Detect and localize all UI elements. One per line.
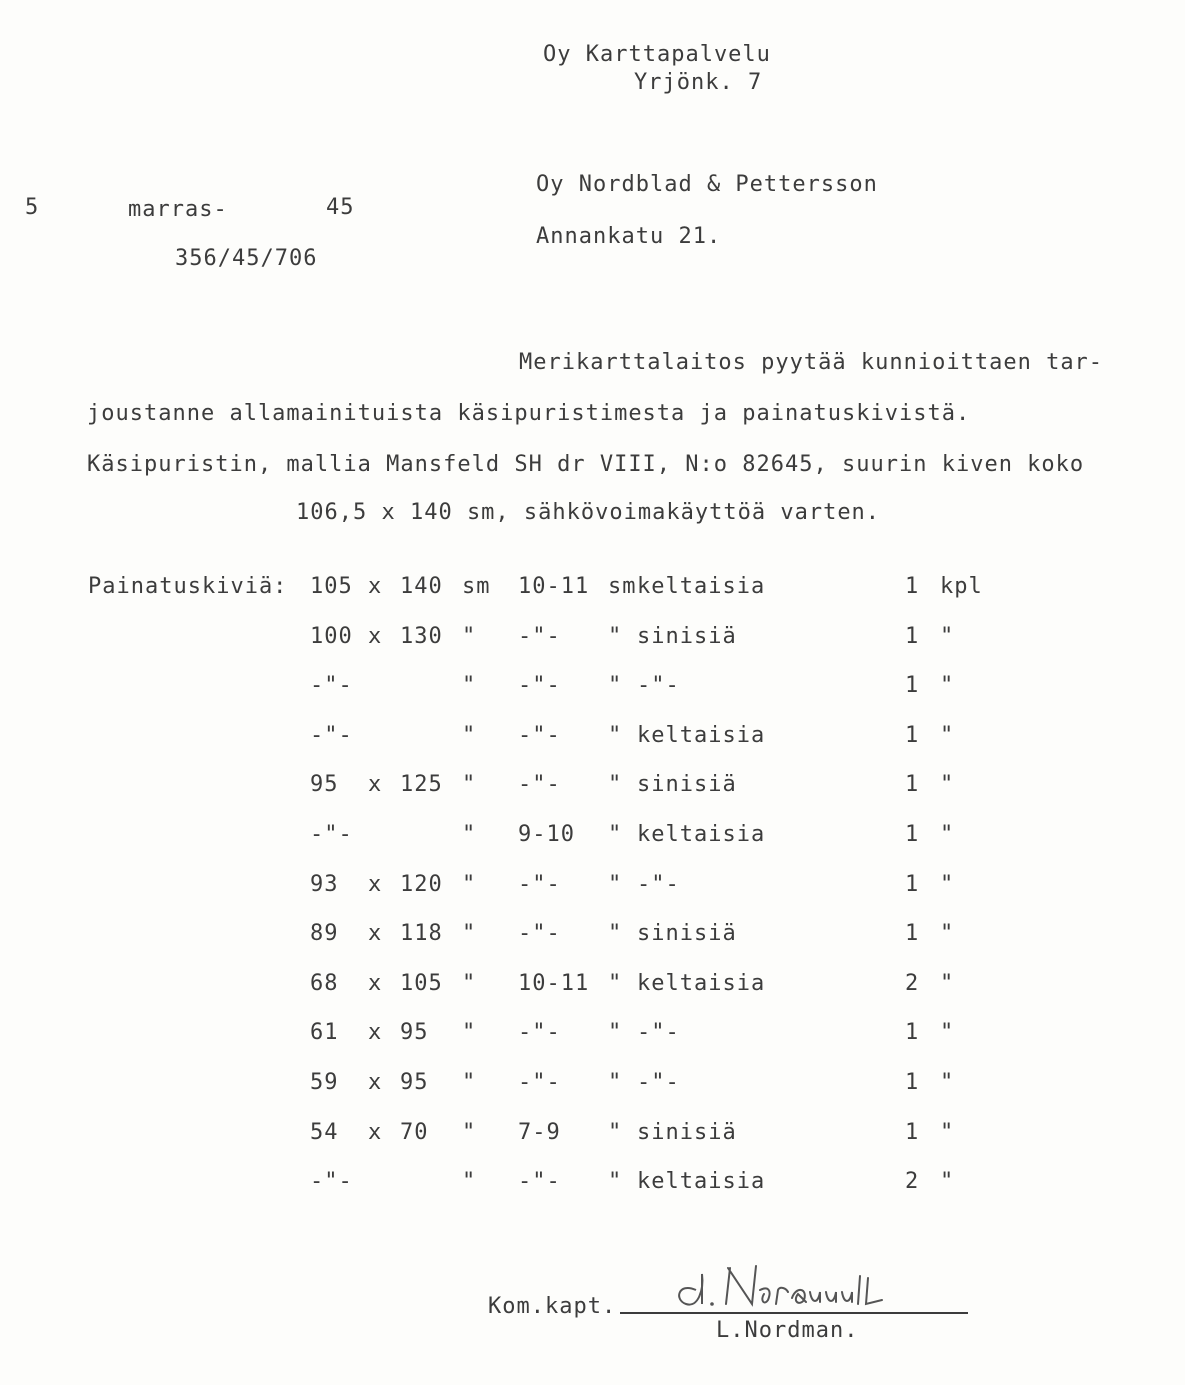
stone-quantity-unit: " xyxy=(940,1169,955,1194)
stone-times: x xyxy=(368,1020,383,1045)
recipient-street: Annankatu 21. xyxy=(536,224,722,249)
stone-width: -"- xyxy=(310,723,353,748)
stone-unit: " xyxy=(462,1020,477,1045)
stone-quantity-unit: " xyxy=(940,921,955,946)
stone-unit: " xyxy=(462,772,477,797)
stone-width: 105 xyxy=(310,574,353,599)
reference-number: 356/45/706 xyxy=(175,246,318,271)
stone-times: x xyxy=(368,1120,383,1145)
stone-quantity-unit: " xyxy=(940,1070,955,1095)
stone-color: -"- xyxy=(637,872,680,897)
table-row xyxy=(0,624,1185,664)
stone-thickness-unit: " xyxy=(608,822,623,847)
table-row xyxy=(0,1020,1185,1060)
stone-quantity: 1 xyxy=(905,1070,920,1095)
date-year: 45 xyxy=(326,195,355,220)
table-row xyxy=(0,822,1185,862)
stone-times: x xyxy=(368,624,383,649)
stone-height: 70 xyxy=(400,1120,429,1145)
stone-times: x xyxy=(368,1070,383,1095)
body-line-4: 106,5 x 140 sm, sähkövoimakäyttöä varten. xyxy=(296,500,881,525)
stone-width: 61 xyxy=(310,1020,339,1045)
stone-height: 105 xyxy=(400,971,443,996)
signature-name: L.Nordman. xyxy=(716,1318,859,1343)
stone-quantity: 1 xyxy=(905,822,920,847)
stone-thickness: -"- xyxy=(518,723,561,748)
stone-quantity: 2 xyxy=(905,1169,920,1194)
sender-name: Oy Karttapalvelu xyxy=(543,42,771,67)
stone-height: 125 xyxy=(400,772,443,797)
table-row xyxy=(0,872,1185,912)
stone-times: x xyxy=(368,772,383,797)
stone-thickness-unit: " xyxy=(608,772,623,797)
stone-thickness: 10-11 xyxy=(518,574,590,599)
date-day: 5 xyxy=(25,195,40,220)
stone-width: 93 xyxy=(310,872,339,897)
table-row xyxy=(0,1120,1185,1160)
stone-color: sinisiä xyxy=(637,921,737,946)
stone-height: 120 xyxy=(400,872,443,897)
stone-quantity-unit: " xyxy=(940,822,955,847)
stone-unit: " xyxy=(462,723,477,748)
stone-unit: sm xyxy=(462,574,491,599)
stone-quantity-unit: " xyxy=(940,772,955,797)
stone-times: x xyxy=(368,921,383,946)
stone-thickness-unit: " xyxy=(608,1120,623,1145)
sender-street: Yrjönk. 7 xyxy=(634,70,763,95)
body-line-3: Käsipuristin, mallia Mansfeld SH dr VIII, N:o 82645, suurin kiven koko xyxy=(87,452,1085,477)
stone-thickness-unit: " xyxy=(608,1020,623,1045)
stone-thickness-unit: " xyxy=(608,971,623,996)
stone-quantity-unit: kpl xyxy=(940,574,983,599)
stone-quantity: 1 xyxy=(905,1020,920,1045)
stone-width: 68 xyxy=(310,971,339,996)
stone-width: -"- xyxy=(310,1169,353,1194)
stone-height: 140 xyxy=(400,574,443,599)
stone-color: -"- xyxy=(637,1070,680,1095)
stone-thickness: 9-10 xyxy=(518,822,575,847)
stone-quantity: 1 xyxy=(905,872,920,897)
recipient-name: Oy Nordblad & Pettersson xyxy=(536,172,878,197)
date-month: marras- xyxy=(128,197,228,222)
stone-color: keltaisia xyxy=(637,574,766,599)
table-row xyxy=(0,971,1185,1011)
stone-color: sinisiä xyxy=(637,624,737,649)
stone-quantity: 1 xyxy=(905,772,920,797)
stone-thickness: 10-11 xyxy=(518,971,590,996)
stone-quantity-unit: " xyxy=(940,971,955,996)
stone-color: keltaisia xyxy=(637,971,766,996)
stone-width: 54 xyxy=(310,1120,339,1145)
stone-width: -"- xyxy=(310,673,353,698)
table-row xyxy=(0,673,1185,713)
stone-thickness: -"- xyxy=(518,921,561,946)
stone-quantity-unit: " xyxy=(940,1120,955,1145)
stone-quantity: 1 xyxy=(905,624,920,649)
table-row xyxy=(0,1070,1185,1110)
body-line-1: Merikarttalaitos pyytää kunnioittaen tar- xyxy=(519,350,1104,375)
stone-unit: " xyxy=(462,1070,477,1095)
stone-height: 95 xyxy=(400,1020,429,1045)
stone-quantity: 1 xyxy=(905,1120,920,1145)
handwritten-signature xyxy=(668,1260,908,1320)
stone-thickness: -"- xyxy=(518,1169,561,1194)
stone-thickness: -"- xyxy=(518,624,561,649)
table-row xyxy=(0,723,1185,763)
stone-quantity: 1 xyxy=(905,574,920,599)
stone-quantity: 2 xyxy=(905,971,920,996)
stone-quantity: 1 xyxy=(905,673,920,698)
stone-color: sinisiä xyxy=(637,772,737,797)
stone-times: x xyxy=(368,574,383,599)
stone-times: x xyxy=(368,971,383,996)
stone-quantity-unit: " xyxy=(940,723,955,748)
stone-quantity-unit: " xyxy=(940,872,955,897)
stone-color: -"- xyxy=(637,673,680,698)
stone-unit: " xyxy=(462,673,477,698)
stone-thickness-unit: " xyxy=(608,872,623,897)
stone-unit: " xyxy=(462,971,477,996)
stone-thickness: -"- xyxy=(518,1020,561,1045)
signature-title: Kom.kapt. xyxy=(488,1294,617,1319)
stone-quantity-unit: " xyxy=(940,1020,955,1045)
stone-color: -"- xyxy=(637,1020,680,1045)
stone-thickness-unit: " xyxy=(608,1169,623,1194)
stone-height: 95 xyxy=(400,1070,429,1095)
stone-unit: " xyxy=(462,822,477,847)
stone-quantity: 1 xyxy=(905,921,920,946)
stone-thickness-unit: sm xyxy=(608,574,637,599)
stone-width: -"- xyxy=(310,822,353,847)
stone-thickness-unit: " xyxy=(608,921,623,946)
stone-thickness: -"- xyxy=(518,673,561,698)
stone-color: keltaisia xyxy=(637,723,766,748)
table-row xyxy=(0,921,1185,961)
stone-unit: " xyxy=(462,872,477,897)
stone-color: keltaisia xyxy=(637,822,766,847)
stone-unit: " xyxy=(462,921,477,946)
stone-quantity-unit: " xyxy=(940,624,955,649)
body-line-2: joustanne allamainituista käsipuristimesta ja painatuskivistä. xyxy=(87,401,971,426)
table-row xyxy=(0,1169,1185,1209)
stone-height: 118 xyxy=(400,921,443,946)
stone-thickness: -"- xyxy=(518,872,561,897)
stone-thickness-unit: " xyxy=(608,1070,623,1095)
stone-thickness: 7-9 xyxy=(518,1120,561,1145)
stone-unit: " xyxy=(462,624,477,649)
stone-width: 95 xyxy=(310,772,339,797)
stone-color: keltaisia xyxy=(637,1169,766,1194)
stones-label: Painatuskiviä: xyxy=(88,574,288,599)
stone-height: 130 xyxy=(400,624,443,649)
stone-thickness-unit: " xyxy=(608,624,623,649)
stone-unit: " xyxy=(462,1169,477,1194)
stone-thickness-unit: " xyxy=(608,673,623,698)
stone-times: x xyxy=(368,872,383,897)
stone-width: 100 xyxy=(310,624,353,649)
stone-width: 89 xyxy=(310,921,339,946)
stone-unit: " xyxy=(462,1120,477,1145)
stone-thickness: -"- xyxy=(518,772,561,797)
stone-quantity-unit: " xyxy=(940,673,955,698)
stone-quantity: 1 xyxy=(905,723,920,748)
table-row xyxy=(0,574,1185,614)
table-row xyxy=(0,772,1185,812)
stone-width: 59 xyxy=(310,1070,339,1095)
stone-color: sinisiä xyxy=(637,1120,737,1145)
stone-thickness-unit: " xyxy=(608,723,623,748)
stone-thickness: -"- xyxy=(518,1070,561,1095)
